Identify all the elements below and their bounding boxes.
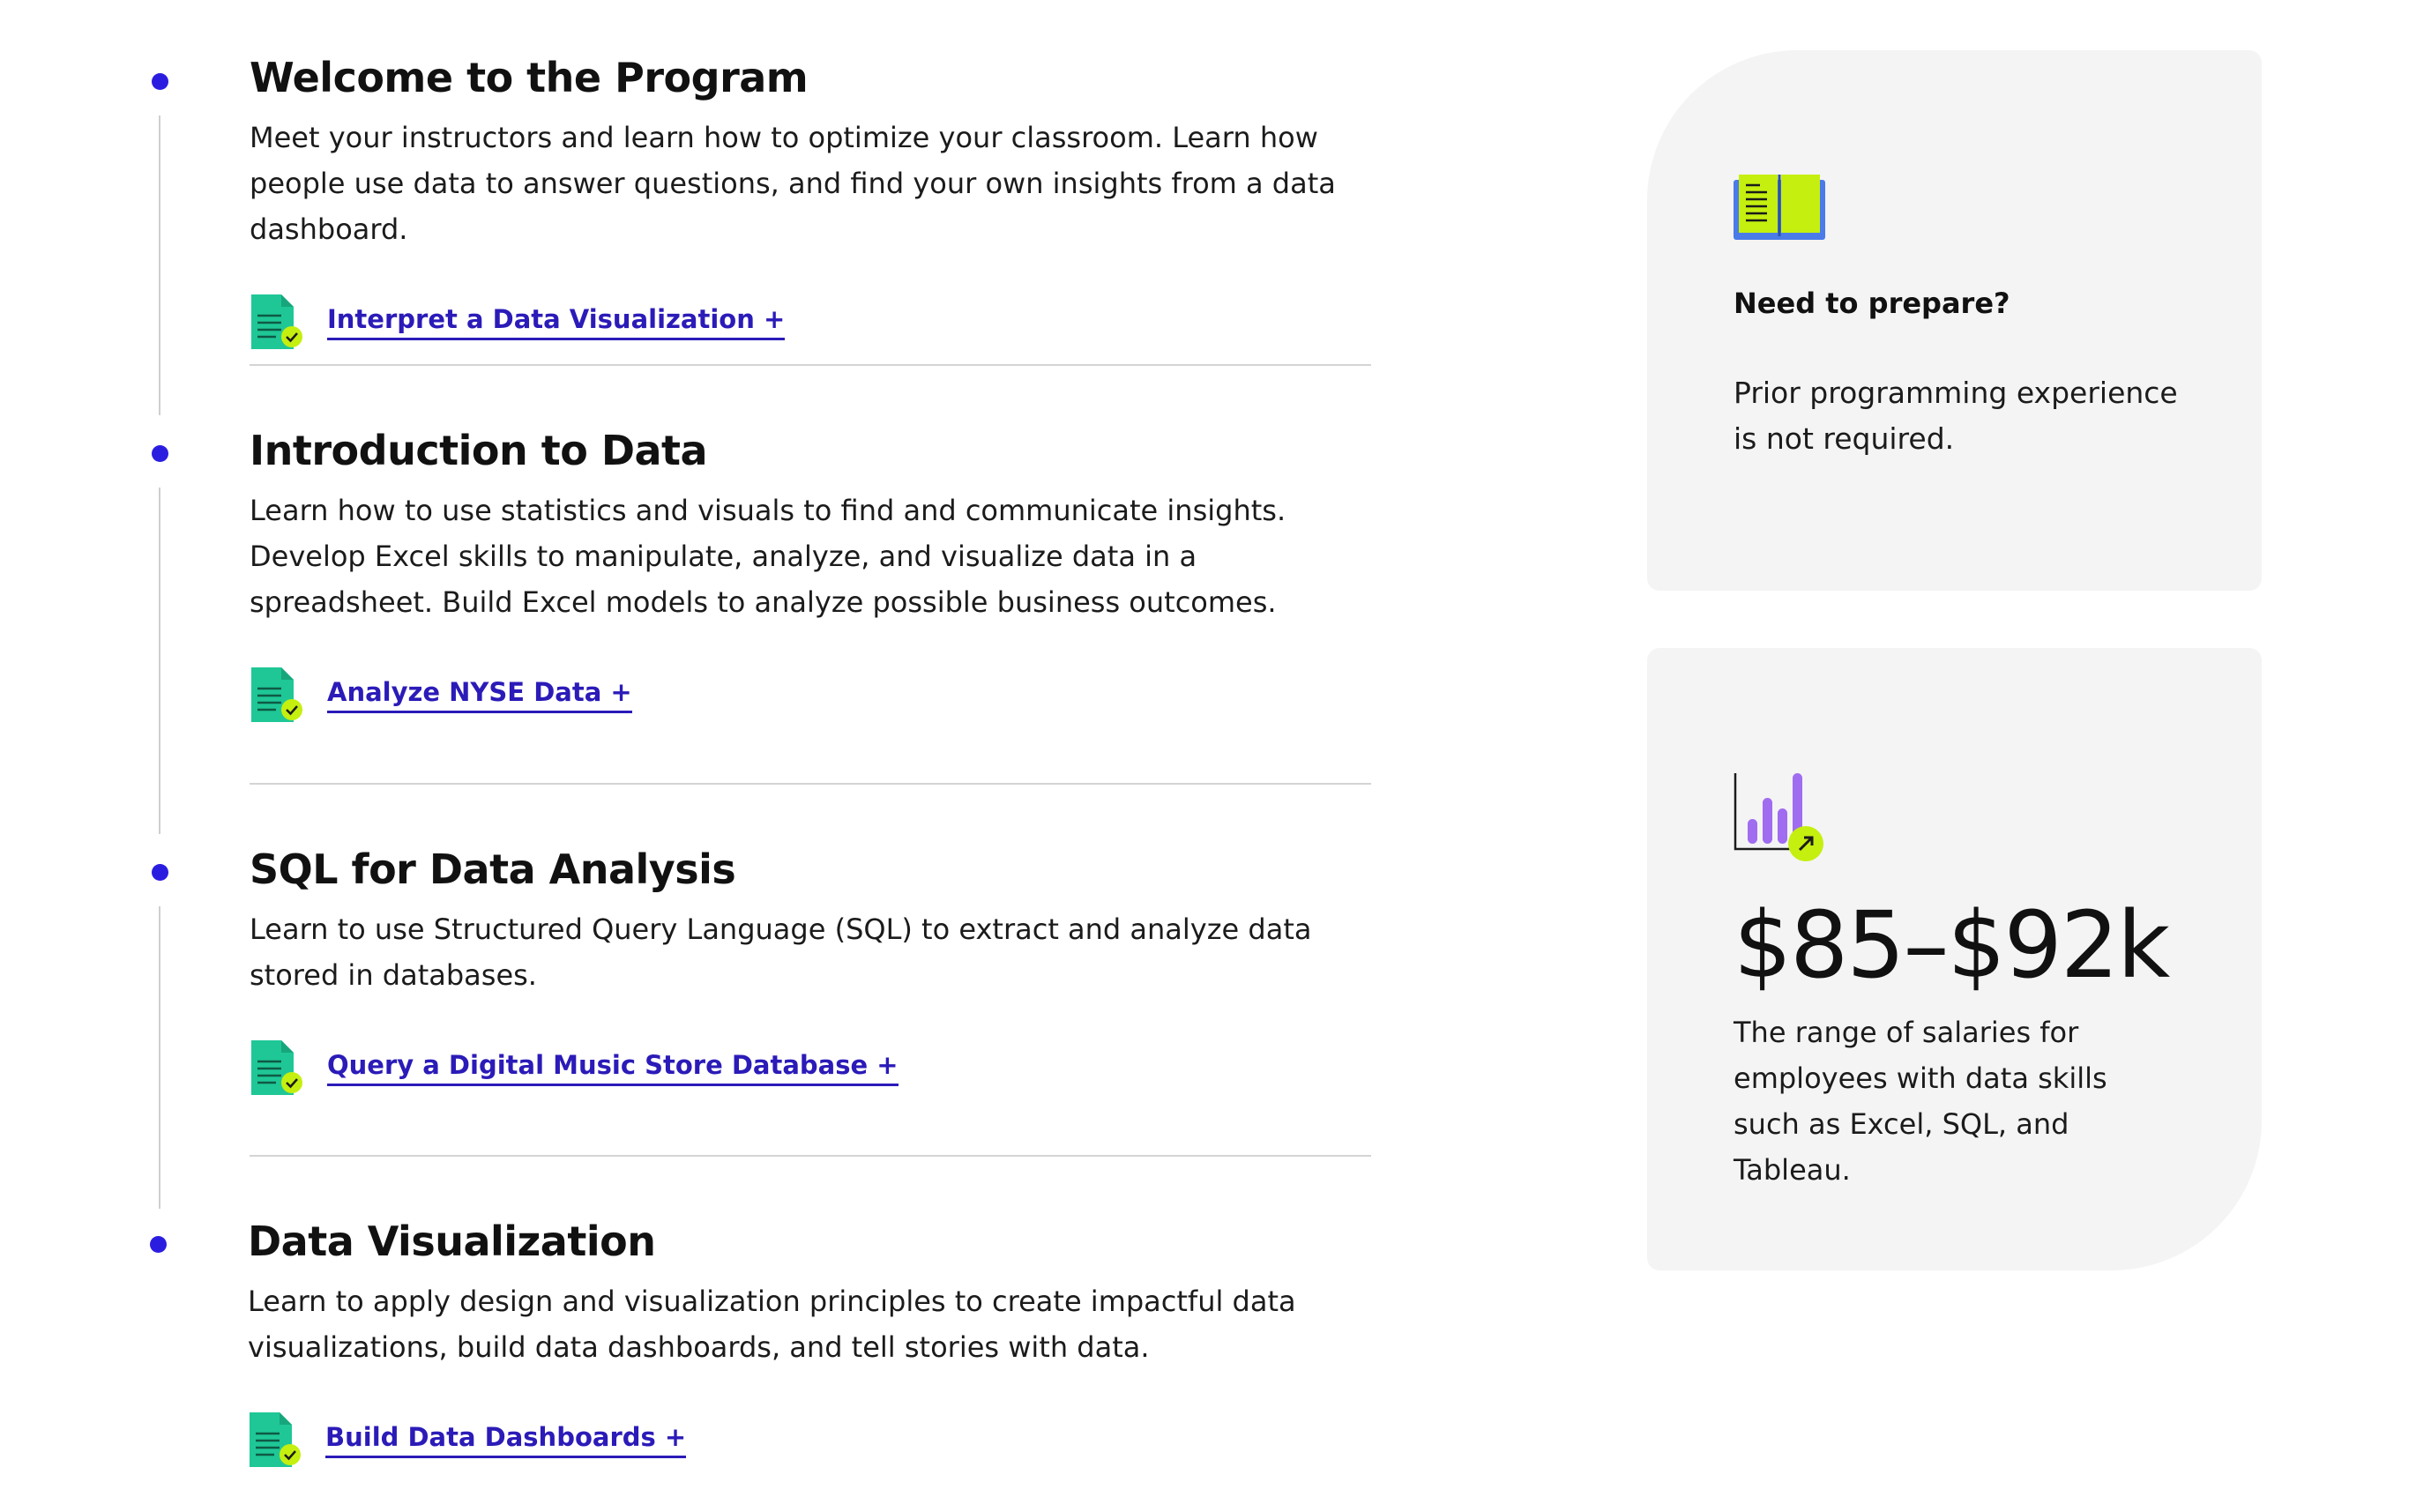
module-title: Introduction to Data: [250, 427, 708, 474]
salary-description: The range of salaries for employees with data skills such as Excel, SQL, and Tableau.: [1734, 1016, 2107, 1187]
prepare-title: Need to prepare?: [1734, 287, 2010, 320]
section-divider: [250, 364, 1371, 366]
module-description: Learn to apply design and visualization principles to create impactful data visualizations, build data dashboards, and tell stories with data.: [248, 1285, 1296, 1364]
prepare-card: [1647, 50, 2262, 591]
project-link-interpret-visualization[interactable]: Interpret a Data Visualization +: [327, 304, 785, 340]
module-description: Learn how to use statistics and visuals to find and communicate insights. Develop Excel skills to manipulate, analyze, and visualize data in a spreadsheet. Build Excel models to analyze possible business outcomes.: [250, 494, 1286, 619]
timeline-line: [159, 906, 160, 1209]
project-item: [250, 1039, 1378, 1097]
timeline-line: [159, 488, 160, 834]
module-title: Data Visualization: [248, 1218, 656, 1265]
document-check-icon: [248, 1411, 302, 1469]
open-book-icon: [1734, 173, 1825, 243]
document-check-icon: [250, 666, 304, 724]
module-sql: [250, 845, 1378, 1097]
project-link-analyze-nyse[interactable]: Analyze NYSE Data +: [327, 677, 632, 713]
timeline-dot: [152, 864, 168, 881]
section-divider: [250, 1155, 1371, 1157]
document-check-icon: [250, 293, 304, 351]
module-description: Learn to use Structured Query Language (SQL) to extract and analyze data stored in databases.: [250, 912, 1312, 992]
document-check-icon: [250, 1039, 304, 1097]
timeline-dot: [152, 73, 168, 90]
project-link-build-dashboards[interactable]: Build Data Dashboards +: [325, 1422, 686, 1458]
salary-range: $85–$92k: [1734, 891, 2169, 999]
module-description: Meet your instructors and learn how to optimize your classroom. Learn how people use data to answer questions, and find your own insights from a data dashboard.: [250, 121, 1336, 246]
salary-card: [1647, 648, 2262, 1270]
project-item: [248, 1411, 1376, 1469]
timeline-line: [159, 115, 160, 415]
module-intro-data: [250, 426, 1378, 724]
timeline-dot: [150, 1236, 167, 1253]
project-link-query-music-db[interactable]: Query a Digital Music Store Database +: [327, 1050, 899, 1086]
prepare-body: Prior programming experience is not required.: [1734, 376, 2178, 456]
timeline-dot: [152, 445, 168, 462]
project-item: [250, 666, 1378, 724]
module-welcome: [250, 53, 1378, 351]
project-item: [250, 293, 1378, 351]
module-title: Welcome to the Program: [250, 54, 809, 101]
section-divider: [250, 783, 1371, 785]
module-title: SQL for Data Analysis: [250, 845, 736, 893]
module-data-viz: [248, 1217, 1376, 1469]
bar-chart-growth-icon: [1734, 771, 1831, 868]
